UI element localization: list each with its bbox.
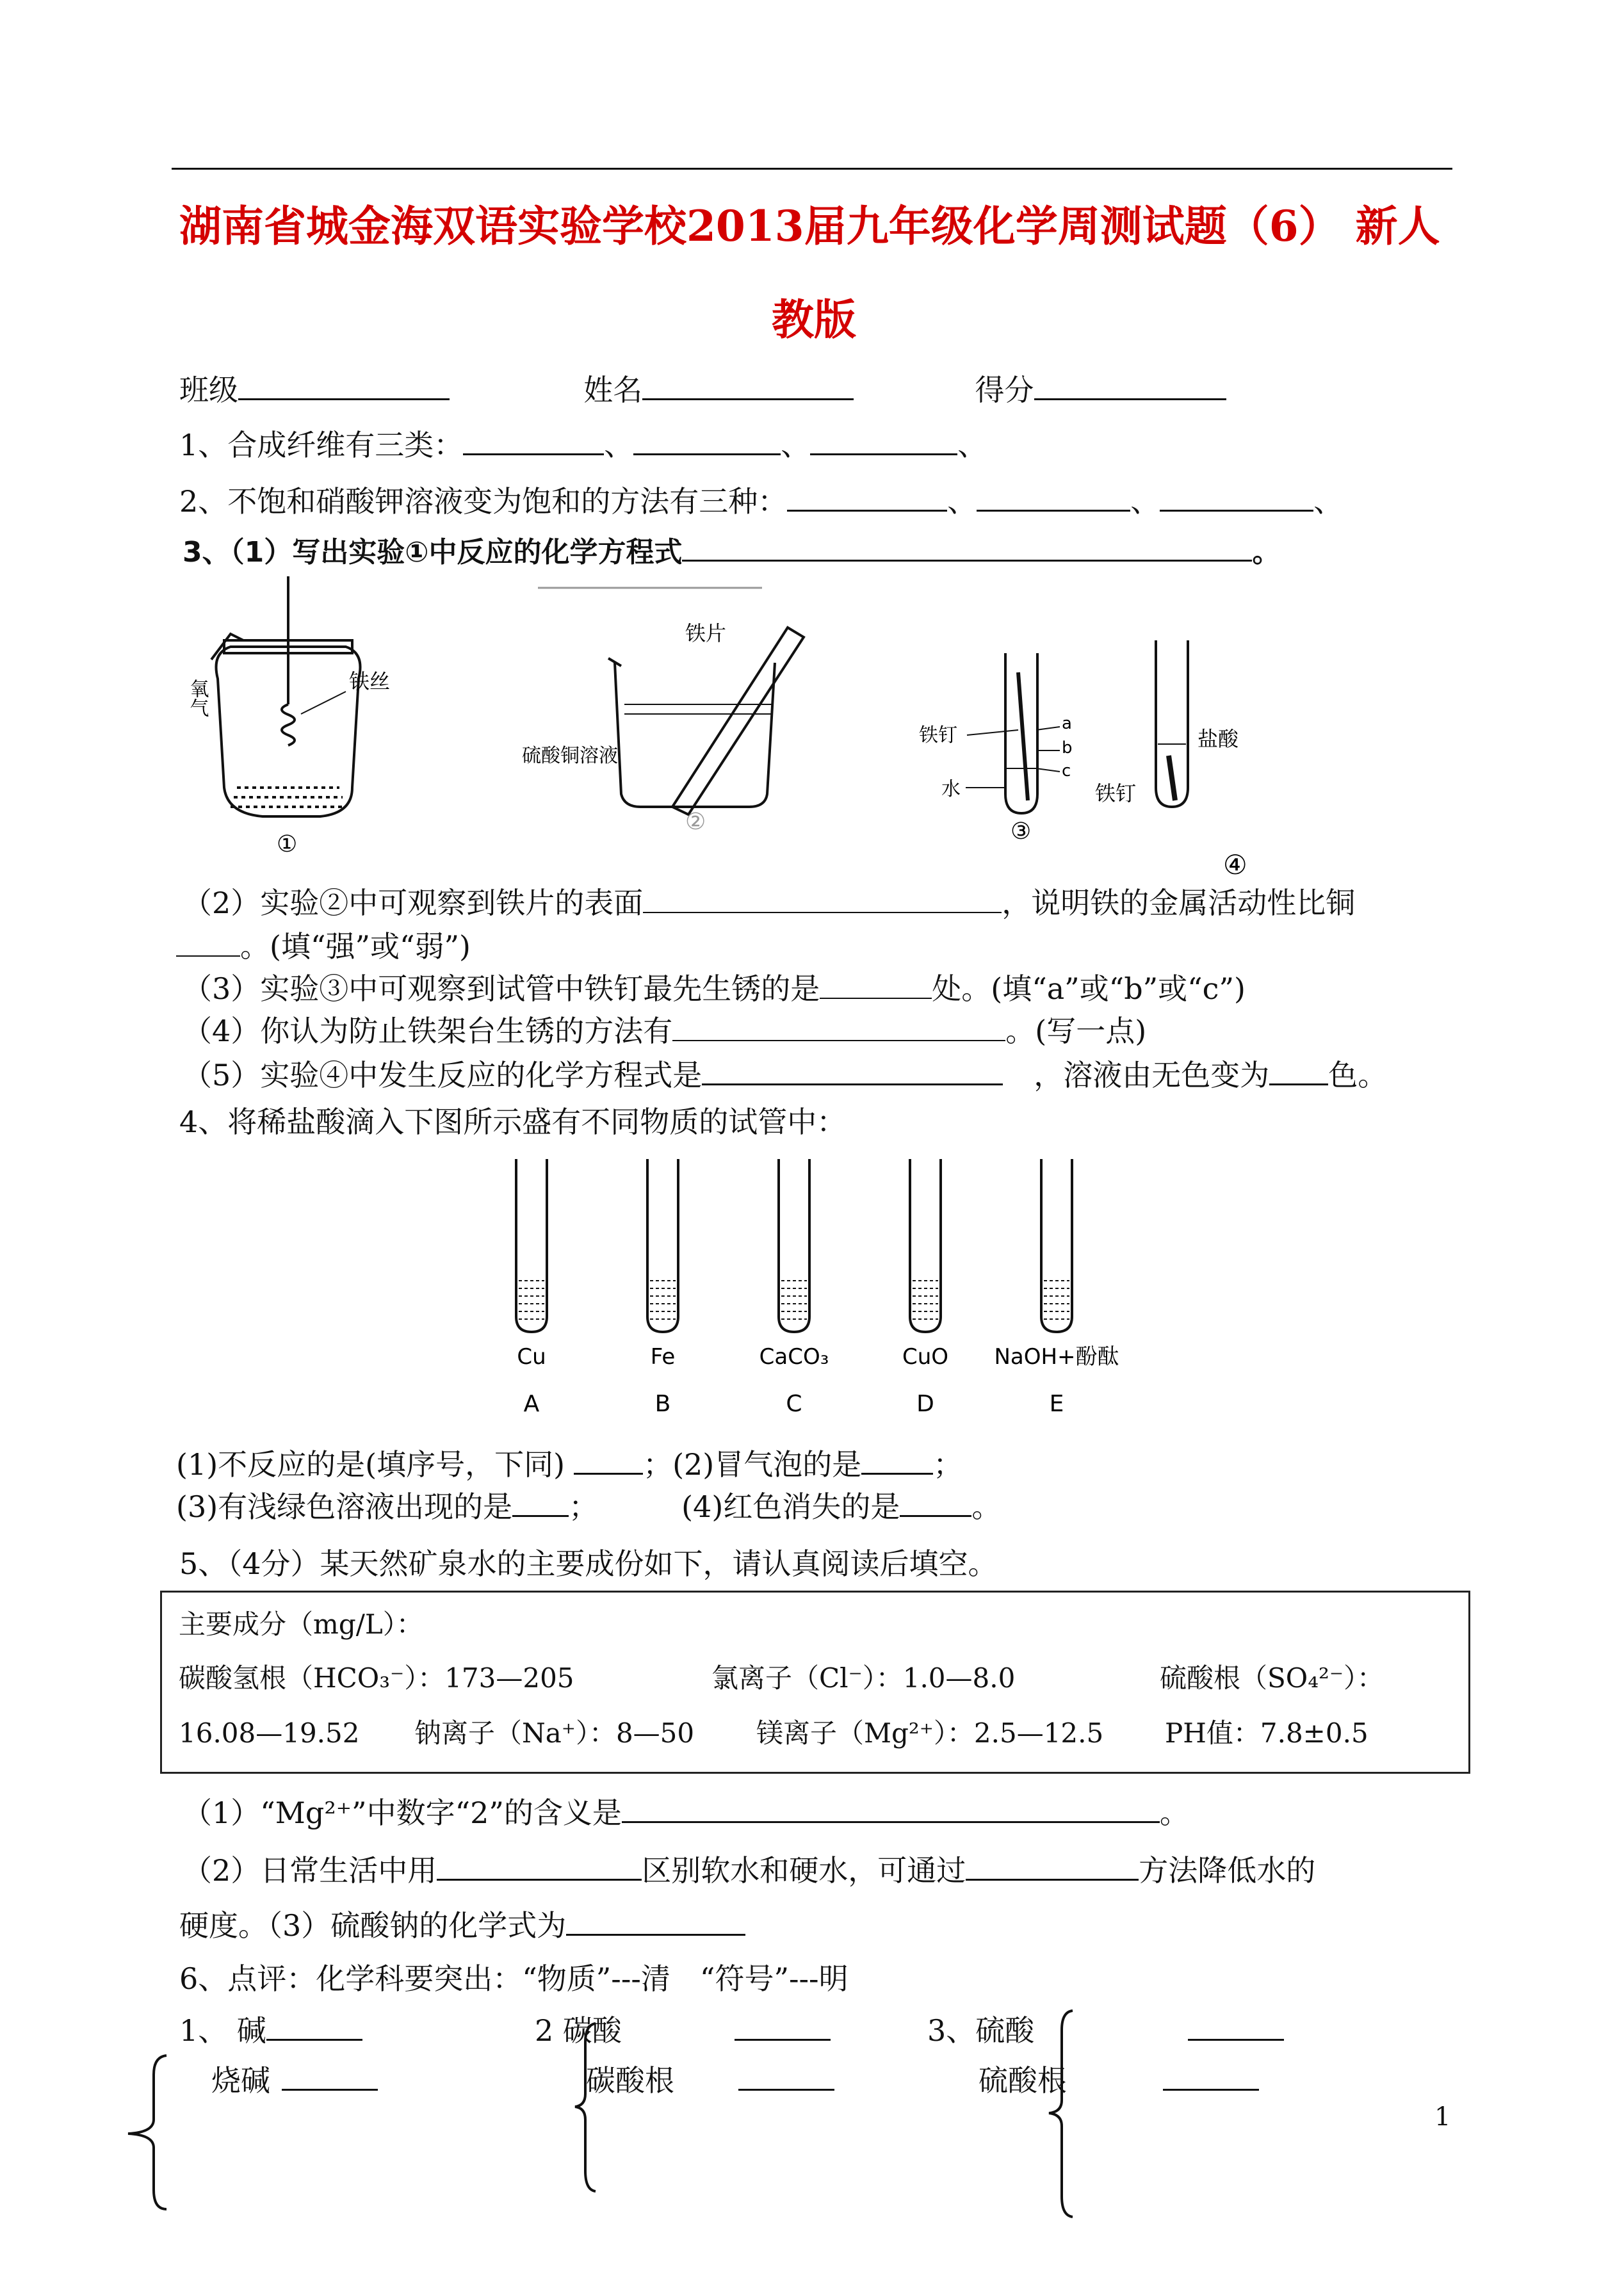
box-ph: PH值：7.8±0.5 <box>1165 1717 1368 1749</box>
box-mg: 镁离子（Mg²⁺）：2.5—12.5 <box>756 1717 1104 1749</box>
q3-p4-text-b: 。(写一点) <box>1005 1014 1147 1048</box>
q2-sep: 、 <box>1313 484 1344 519</box>
box-na: 钠离子（Na⁺）：8—50 <box>414 1717 695 1749</box>
q4-blank-2[interactable] <box>861 1445 933 1475</box>
q4-blank-3[interactable] <box>512 1487 569 1517</box>
question-5: 5、（4分）某天然矿泉水的主要成份如下，请认真阅读后填空。 <box>179 1546 998 1581</box>
name-blank[interactable] <box>642 370 854 400</box>
tube-substance-label: CaCO₃ <box>759 1344 829 1370</box>
q4-s4-text: (4)红色消失的是 <box>681 1489 900 1524</box>
score-blank[interactable] <box>1034 370 1226 400</box>
q1-blank-3[interactable] <box>810 425 957 455</box>
q2-sep: 、 <box>1130 484 1160 519</box>
page-number: 1 <box>1434 2102 1451 2132</box>
q3-p2-text-c: 。(填“强”或“弱”) <box>240 929 471 964</box>
tube-substance-label: Cu <box>517 1344 546 1370</box>
q4-s4-end: 。 <box>971 1489 1002 1524</box>
q6-g3-blank-2[interactable] <box>1163 2061 1259 2091</box>
q6-group-1-head <box>179 2011 362 2050</box>
tube-letter-label: D <box>916 1391 934 1417</box>
fig3-label-a: a <box>1062 714 1072 733</box>
q1-sep: 、 <box>957 428 987 462</box>
box-so4: 硫酸根（SO₄²⁻）： <box>1160 1662 1384 1694</box>
q3-part-3 <box>183 969 1246 1008</box>
q5-s1-text: （1）“Mg²⁺”中数字“2”的含义是 <box>183 1796 622 1830</box>
q3-p2-blank-2[interactable] <box>176 927 240 957</box>
fig2-solution-label: 硫酸铜溶液 <box>522 745 618 767</box>
q3-p3-text-b: 处。(填“a”或“b”或“c”) <box>932 971 1246 1006</box>
tube-outline <box>1041 1159 1072 1332</box>
q4-s1-text: (1)不反应的是(填序号，下同) <box>176 1447 565 1482</box>
tube-outline <box>910 1159 941 1332</box>
header-row <box>179 370 1226 409</box>
figure-1-gas-jar <box>211 576 361 816</box>
q3-p3-blank[interactable] <box>820 969 932 999</box>
mineral-water-box <box>160 1591 1470 1774</box>
tube-outline <box>516 1159 547 1332</box>
q1-blank-2[interactable] <box>633 425 781 455</box>
test-tube-e <box>994 1159 1119 1417</box>
q3-p3-text: （3）实验③中可观察到试管中铁钉最先生锈的是 <box>183 971 820 1006</box>
q1-sep: 、 <box>781 428 811 462</box>
q2-text: 2、不饱和硝酸钾溶液变为饱和的方法有三种： <box>179 484 788 519</box>
q4-answers-1 <box>176 1445 962 1484</box>
tube-substance-label: Fe <box>650 1344 676 1370</box>
brace-1 <box>115 2049 179 2216</box>
q3-p4-text: （4）你认为防止铁架台生锈的方法有 <box>183 1014 673 1048</box>
fig3-label-b: b <box>1062 738 1073 758</box>
q3-p5-text-b: ，溶液由无色变为 <box>1034 1058 1270 1092</box>
test-tubes-figure <box>487 1146 1191 1441</box>
q3-p1-blank[interactable] <box>682 531 1252 562</box>
q3-p2-text-b: ，说明铁的金属活动性比铜 <box>1002 886 1356 920</box>
fig2-plate-label: 铁片 <box>685 621 727 645</box>
q3-part-5 <box>183 1055 1387 1094</box>
tube-substance-label: NaOH+酚酞 <box>994 1344 1119 1370</box>
q3-p2-blank-1[interactable] <box>643 884 1002 913</box>
q6-group-2-item <box>586 2061 834 2100</box>
q3-part-2-cont <box>176 927 471 966</box>
q2-blank-3[interactable] <box>1160 482 1313 512</box>
tube-outline <box>647 1159 678 1332</box>
q3-part-4 <box>183 1012 1146 1050</box>
brace-2 <box>570 2017 608 2196</box>
test-tube-c <box>759 1159 829 1417</box>
box-so4-range: 16.08—19.52 <box>179 1717 360 1749</box>
brace-3 <box>1037 2004 1082 2222</box>
q1-sep: 、 <box>604 428 634 462</box>
question-1 <box>179 425 987 464</box>
q2-sep: 、 <box>947 484 977 519</box>
q1-text: 1、合成纤维有三类： <box>179 428 464 462</box>
q6-group-1-item <box>211 2061 378 2100</box>
q5-part-2 <box>183 1851 1315 1890</box>
box-cl: 氯离子（Cl⁻）：1.0—8.0 <box>711 1662 1016 1694</box>
box-line-1: 主要成分（mg/L）： <box>179 1609 423 1640</box>
fig1-wire-label: 铁丝 <box>349 669 391 693</box>
q3-part-1 <box>183 531 1280 572</box>
fig3-label-c: c <box>1062 761 1071 781</box>
q4-answers-2 <box>176 1487 1001 1526</box>
fig3-water-label: 水 <box>941 778 961 800</box>
q4-s3-text: (3)有浅绿色溶液出现的是 <box>176 1489 513 1524</box>
question-4: 4、将稀盐酸滴入下图所示盛有不同物质的试管中： <box>179 1105 847 1139</box>
q2-blank-2[interactable] <box>977 482 1130 512</box>
q3-p5-blank-1[interactable] <box>702 1055 1003 1085</box>
q5-blank-1[interactable] <box>622 1793 1160 1823</box>
tube-letter-label: B <box>654 1391 671 1417</box>
q5-blank-4[interactable] <box>566 1906 745 1936</box>
fig4-number: ④ <box>1223 849 1247 880</box>
q6-g2-blank-2[interactable] <box>738 2061 834 2091</box>
fig3-number: ③ <box>1011 818 1032 845</box>
q6-g2-item-text: 碳酸根 <box>586 2063 674 2098</box>
q3-part-2 <box>183 884 1355 922</box>
fig3-nail-label: 铁钉 <box>919 724 957 747</box>
fig1-number: ① <box>277 831 298 857</box>
top-rule <box>172 168 1452 170</box>
q3-p1-text: 3、（1）写出实验①中反应的化学方程式 <box>183 536 683 569</box>
q6-g1-head-text: 1、 碱 <box>179 2013 266 2048</box>
score-label: 得分 <box>975 373 1034 407</box>
q5-s1-end: 。 <box>1159 1796 1189 1830</box>
fig1-gas-label: 氧气 <box>186 679 209 717</box>
fig3-pointer-lines <box>966 727 1060 788</box>
q6-group-3-item <box>978 2061 1259 2100</box>
tube-letter-label: C <box>786 1391 802 1417</box>
q2-blank-1[interactable] <box>787 482 947 512</box>
q5-s3-text: 硬度。（3）硫酸钠的化学式为 <box>179 1908 567 1943</box>
q6-g3-head-text: 3、硫酸 <box>927 2013 1035 2048</box>
q4-s3-end: ； <box>569 1489 599 1524</box>
q6-g1-blank-2[interactable] <box>282 2061 378 2091</box>
q3-p4-blank[interactable] <box>672 1012 1005 1041</box>
q5-s2-text-b: 区别软水和硬水，可通过 <box>642 1853 966 1888</box>
question-2 <box>179 482 1343 521</box>
page-title: 湖南省城金海双语实验学校2013届九年级化学周测试题（6） 新人 <box>179 201 1440 251</box>
test-tubes <box>516 1159 1119 1417</box>
q6-g3-blank-1[interactable] <box>1188 2011 1284 2041</box>
q4-s2-end: ； <box>933 1447 963 1482</box>
q3-p1-end: 。 <box>1252 536 1281 569</box>
q5-part-1 <box>183 1793 1189 1832</box>
class-blank[interactable] <box>238 370 450 400</box>
test-tube-d <box>902 1159 948 1417</box>
q5-s2-text: （2）日常生活中用 <box>183 1853 437 1888</box>
figure-2-beaker <box>608 628 804 815</box>
q3-p2-text: （2）实验②中可观察到铁片的表面 <box>183 886 644 920</box>
fig4-acid-label: 盐酸 <box>1198 727 1239 751</box>
q5-blank-3[interactable] <box>966 1851 1139 1881</box>
q5-blank-2[interactable] <box>437 1851 642 1881</box>
q3-p5-text-c: 色。 <box>1328 1058 1388 1092</box>
fig4-nail-label: 铁钉 <box>1095 781 1137 806</box>
figure-4-tube <box>1156 640 1188 807</box>
q6-g1-blank-1[interactable] <box>266 2011 362 2041</box>
tube-outline <box>779 1159 809 1332</box>
q1-blank-1[interactable] <box>463 425 604 455</box>
test-tube-b <box>647 1159 678 1417</box>
tube-substance-label: CuO <box>902 1344 949 1370</box>
tube-letter-label: A <box>523 1391 540 1417</box>
fig2-number: ② <box>685 809 706 835</box>
question-6: 6、点评：化学科要突出：“物质”---清 “符号”---明 <box>179 1961 849 1996</box>
q6-g2-blank-1[interactable] <box>735 2011 831 2041</box>
q6-group-3-head <box>927 2011 1284 2050</box>
q6-g1-item-text: 烧碱 <box>211 2063 270 2098</box>
class-label: 班级 <box>179 373 238 407</box>
test-tube-a <box>516 1159 547 1417</box>
q6-g2-head-text: 2 碳酸 <box>535 2013 622 2048</box>
figure-3-tube <box>1005 653 1037 813</box>
tube-letter-label: E <box>1049 1391 1064 1417</box>
q3-p5-blank-2[interactable] <box>1269 1055 1328 1085</box>
box-hco3: 碳酸氢根（HCO₃⁻）：173—205 <box>179 1662 574 1694</box>
q5-s2-text-c: 方法降低水的 <box>1139 1853 1316 1888</box>
q6-g3-item-text: 硫酸根 <box>978 2063 1067 2098</box>
q4-s2-text: ；(2)冒气泡的是 <box>643 1447 862 1482</box>
q3-p5-text: （5）实验④中发生反应的化学方程式是 <box>183 1058 702 1092</box>
name-label: 姓名 <box>583 373 643 407</box>
experiment-figures <box>173 576 1326 896</box>
q5-part-3 <box>179 1906 745 1945</box>
page-title-line2: 教版 <box>772 295 856 345</box>
q4-blank-4[interactable] <box>900 1487 971 1517</box>
q4-blank-1[interactable] <box>574 1445 643 1475</box>
